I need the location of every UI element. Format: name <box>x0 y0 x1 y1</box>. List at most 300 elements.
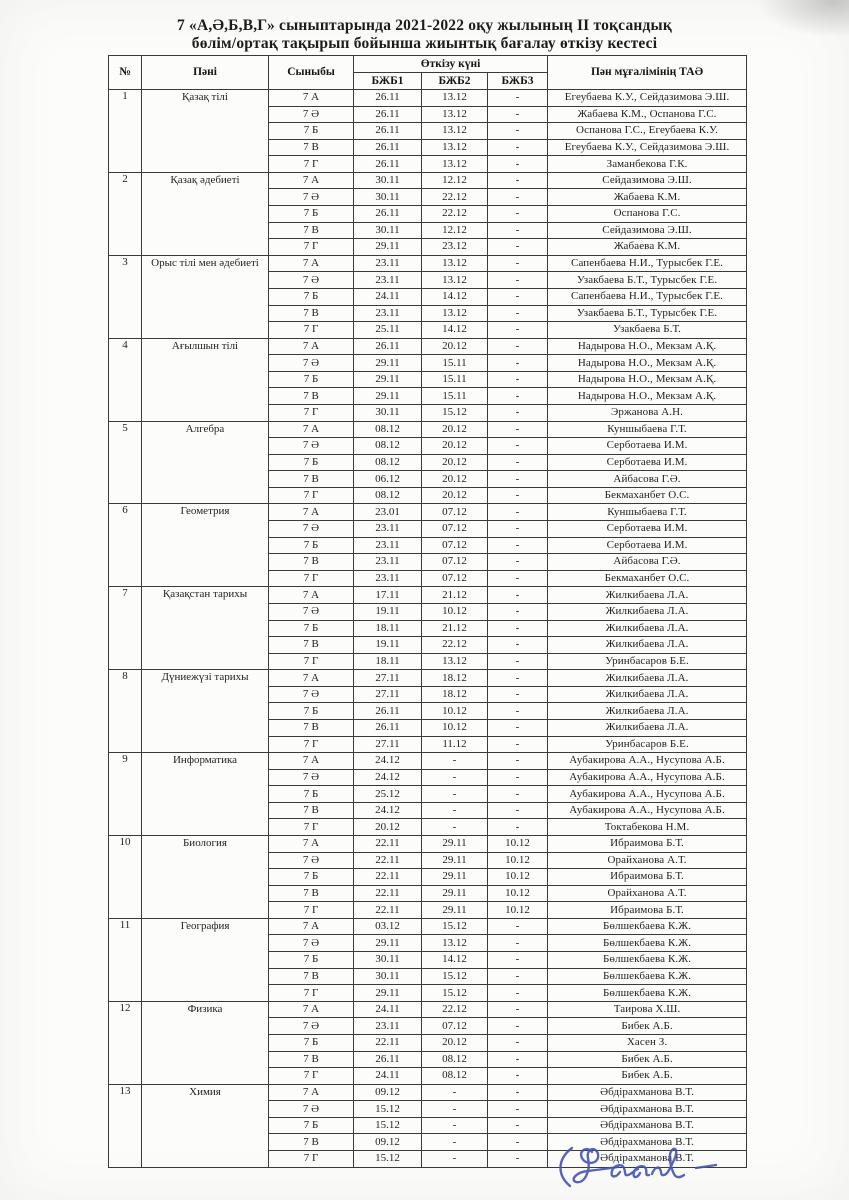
bzb2-date-cell: 20.12 <box>422 421 488 438</box>
row-number-cell: 9 <box>109 753 142 836</box>
bzb2-date-cell: 20.12 <box>422 487 488 504</box>
bzb2-date-cell: 13.12 <box>422 255 488 272</box>
bzb3-date-cell: - <box>488 355 548 372</box>
teacher-cell: Әбдірахманова В.Т. <box>548 1101 747 1118</box>
bzb2-date-cell: 29.11 <box>422 836 488 853</box>
bzb3-date-cell: - <box>488 504 548 521</box>
teacher-cell: Әбдірахманова В.Т. <box>548 1117 747 1134</box>
class-cell: 7 Г <box>269 322 354 339</box>
row-number-cell: 13 <box>109 1084 142 1167</box>
subject-cell: Қазақстан тарихы <box>142 587 269 670</box>
table-header <box>109 56 747 90</box>
class-cell: 7 А <box>269 1084 354 1101</box>
bzb2-date-cell: 15.11 <box>422 355 488 372</box>
bzb2-date-cell: - <box>422 1117 488 1134</box>
teacher-cell: Уринбасаров Б.Е. <box>548 653 747 670</box>
bzb1-date-cell: 19.11 <box>354 637 422 654</box>
col-header-date-group: Өткізу күні <box>354 56 548 73</box>
bzb2-date-cell: 18.12 <box>422 670 488 687</box>
bzb1-date-cell: 29.11 <box>354 388 422 405</box>
class-cell: 7 Ә <box>269 1018 354 1035</box>
bzb2-date-cell: 13.12 <box>422 156 488 173</box>
bzb1-date-cell: 06.12 <box>354 471 422 488</box>
bzb2-date-cell: 23.12 <box>422 239 488 256</box>
bzb3-date-cell: - <box>488 388 548 405</box>
teacher-cell: Жабаева К.М. <box>548 189 747 206</box>
bzb1-date-cell: 26.11 <box>354 156 422 173</box>
bzb1-date-cell: 15.12 <box>354 1117 422 1134</box>
bzb3-date-cell: - <box>488 139 548 156</box>
bzb1-date-cell: 08.12 <box>354 487 422 504</box>
bzb3-date-cell: - <box>488 90 548 107</box>
bzb2-date-cell: 14.12 <box>422 288 488 305</box>
bzb1-date-cell: 30.11 <box>354 968 422 985</box>
bzb2-date-cell: 10.12 <box>422 603 488 620</box>
bzb2-date-cell: 15.12 <box>422 404 488 421</box>
teacher-cell: Жилкибаева Л.А. <box>548 587 747 604</box>
teacher-cell: Хасен З. <box>548 1034 747 1051</box>
row-number-cell: 11 <box>109 918 142 1001</box>
bzb3-date-cell: - <box>488 570 548 587</box>
bzb1-date-cell: 29.11 <box>354 371 422 388</box>
bzb3-date-cell: - <box>488 371 548 388</box>
bzb1-date-cell: 29.11 <box>354 355 422 372</box>
class-cell: 7 Г <box>269 1068 354 1085</box>
bzb2-date-cell: 15.12 <box>422 918 488 935</box>
teacher-cell: Надырова Н.О., Мекзам А.Қ. <box>548 371 747 388</box>
bzb1-date-cell: 24.12 <box>354 802 422 819</box>
class-cell: 7 Г <box>269 156 354 173</box>
teacher-cell: Әбдірахманова В.Т. <box>548 1134 747 1151</box>
teacher-cell: Жилкибаева Л.А. <box>548 686 747 703</box>
bzb3-date-cell: 10.12 <box>488 902 548 919</box>
bzb1-date-cell: 15.12 <box>354 1151 422 1168</box>
bzb2-date-cell: 15.11 <box>422 388 488 405</box>
bzb2-date-cell: 22.12 <box>422 637 488 654</box>
teacher-cell: Жилкибаева Л.А. <box>548 620 747 637</box>
class-cell: 7 Ә <box>269 686 354 703</box>
bzb2-date-cell: 13.12 <box>422 935 488 952</box>
bzb3-date-cell: 10.12 <box>488 885 548 902</box>
bzb2-date-cell: 29.11 <box>422 869 488 886</box>
teacher-cell: Жилкибаева Л.А. <box>548 637 747 654</box>
class-cell: 7 Б <box>269 123 354 140</box>
bzb3-date-cell: - <box>488 487 548 504</box>
class-cell: 7 Ә <box>269 769 354 786</box>
bzb1-date-cell: 22.11 <box>354 836 422 853</box>
bzb1-date-cell: 26.11 <box>354 338 422 355</box>
bzb3-date-cell: - <box>488 819 548 836</box>
subject-cell: География <box>142 918 269 1001</box>
bzb2-date-cell: - <box>422 1084 488 1101</box>
class-cell: 7 А <box>269 1001 354 1018</box>
teacher-cell: Орайханова А.Т. <box>548 852 747 869</box>
teacher-cell: Сапенбаева Н.И., Турысбек Г.Е. <box>548 288 747 305</box>
bzb1-date-cell: 22.11 <box>354 1034 422 1051</box>
teacher-cell: Бөлшекбаева К.Ж. <box>548 935 747 952</box>
bzb3-date-cell: - <box>488 338 548 355</box>
bzb1-date-cell: 19.11 <box>354 603 422 620</box>
teacher-cell: Узакбаева Б.Т. <box>548 322 747 339</box>
bzb3-date-cell: - <box>488 703 548 720</box>
class-cell: 7 Б <box>269 620 354 637</box>
bzb3-date-cell: - <box>488 454 548 471</box>
table-row <box>109 255 747 272</box>
bzb2-date-cell: 14.12 <box>422 322 488 339</box>
col-header-subject: Пәні <box>142 56 269 90</box>
class-cell: 7 Ә <box>269 106 354 123</box>
bzb1-date-cell: 08.12 <box>354 454 422 471</box>
class-cell: 7 Б <box>269 206 354 223</box>
class-cell: 7 А <box>269 504 354 521</box>
teacher-cell: Куншыбаева Г.Т. <box>548 504 747 521</box>
bzb1-date-cell: 26.11 <box>354 106 422 123</box>
class-cell: 7 Г <box>269 239 354 256</box>
class-cell: 7 Г <box>269 570 354 587</box>
table-row <box>109 918 747 935</box>
row-number-cell: 8 <box>109 670 142 753</box>
teacher-cell: Жабаева К.М., Оспанова Г.С. <box>548 106 747 123</box>
subject-cell: Геометрия <box>142 504 269 587</box>
bzb2-date-cell: - <box>422 769 488 786</box>
class-cell: 7 Ә <box>269 189 354 206</box>
bzb3-date-cell: - <box>488 603 548 620</box>
bzb2-date-cell: 07.12 <box>422 570 488 587</box>
class-cell: 7 В <box>269 1051 354 1068</box>
document-title <box>0 17 849 53</box>
assessment-schedule-table <box>108 55 747 1168</box>
bzb2-date-cell: 13.12 <box>422 653 488 670</box>
class-cell: 7 Б <box>269 537 354 554</box>
teacher-cell: Орайханова А.Т. <box>548 885 747 902</box>
teacher-cell: Бибек А.Б. <box>548 1018 747 1035</box>
bzb2-date-cell: 07.12 <box>422 504 488 521</box>
bzb3-date-cell: - <box>488 1068 548 1085</box>
row-number-cell: 7 <box>109 587 142 670</box>
bzb3-date-cell: - <box>488 404 548 421</box>
bzb1-date-cell: 23.11 <box>354 537 422 554</box>
class-cell: 7 В <box>269 305 354 322</box>
bzb2-date-cell: 20.12 <box>422 1034 488 1051</box>
class-cell: 7 Ә <box>269 272 354 289</box>
class-cell: 7 В <box>269 1134 354 1151</box>
bzb2-date-cell: 07.12 <box>422 537 488 554</box>
table-row <box>109 670 747 687</box>
col-header-bzb2: БЖБ2 <box>422 73 488 90</box>
teacher-cell: Ибраимова Б.Т. <box>548 902 747 919</box>
class-cell: 7 Ә <box>269 438 354 455</box>
subject-cell: Орыс тілі мен әдебиеті <box>142 255 269 338</box>
teacher-cell: Әбдірахманова В.Т. <box>548 1084 747 1101</box>
bzb3-date-cell: - <box>488 288 548 305</box>
subject-cell: Алгебра <box>142 421 269 504</box>
table-row <box>109 1084 747 1101</box>
class-cell: 7 А <box>269 421 354 438</box>
teacher-cell: Эржанова А.Н. <box>548 404 747 421</box>
teacher-cell: Бекмаханбет О.С. <box>548 570 747 587</box>
col-header-class: Сыныбы <box>269 56 354 90</box>
teacher-cell: Бибек А.Б. <box>548 1051 747 1068</box>
col-header-number: № <box>109 56 142 90</box>
bzb1-date-cell: 29.11 <box>354 985 422 1002</box>
bzb3-date-cell: - <box>488 620 548 637</box>
bzb3-date-cell: - <box>488 686 548 703</box>
bzb1-date-cell: 23.11 <box>354 305 422 322</box>
bzb1-date-cell: 23.11 <box>354 554 422 571</box>
bzb1-date-cell: 24.11 <box>354 1068 422 1085</box>
bzb3-date-cell: - <box>488 769 548 786</box>
class-cell: 7 А <box>269 753 354 770</box>
bzb1-date-cell: 23.11 <box>354 1018 422 1035</box>
teacher-cell: Куншыбаева Г.Т. <box>548 421 747 438</box>
class-cell: 7 В <box>269 719 354 736</box>
class-cell: 7 Б <box>269 371 354 388</box>
bzb1-date-cell: 27.11 <box>354 670 422 687</box>
bzb1-date-cell: 29.11 <box>354 239 422 256</box>
bzb3-date-cell: - <box>488 222 548 239</box>
bzb3-date-cell: - <box>488 918 548 935</box>
teacher-cell: Серботаева И.М. <box>548 521 747 538</box>
teacher-cell: Егеубаева К.У., Сейдазимова Э.Ш. <box>548 139 747 156</box>
bzb1-date-cell: 22.11 <box>354 869 422 886</box>
bzb3-date-cell: - <box>488 786 548 803</box>
bzb3-date-cell: - <box>488 156 548 173</box>
bzb1-date-cell: 26.11 <box>354 123 422 140</box>
bzb2-date-cell: 08.12 <box>422 1068 488 1085</box>
bzb1-date-cell: 30.11 <box>354 952 422 969</box>
teacher-cell: Әбдірахманова В.Т. <box>548 1151 747 1168</box>
subject-cell: Қазақ әдебиеті <box>142 172 269 255</box>
bzb3-date-cell: 10.12 <box>488 852 548 869</box>
bzb2-date-cell: 15.12 <box>422 985 488 1002</box>
class-cell: 7 А <box>269 587 354 604</box>
row-number-cell: 12 <box>109 1001 142 1084</box>
bzb1-date-cell: 23.11 <box>354 521 422 538</box>
row-number-cell: 1 <box>109 90 142 173</box>
class-cell: 7 А <box>269 338 354 355</box>
class-cell: 7 Г <box>269 487 354 504</box>
bzb2-date-cell: 29.11 <box>422 902 488 919</box>
bzb2-date-cell: 13.12 <box>422 139 488 156</box>
teacher-cell: Аубакирова А.А., Нусупова А.Б. <box>548 786 747 803</box>
teacher-cell: Токтабекова Н.М. <box>548 819 747 836</box>
bzb2-date-cell: 20.12 <box>422 471 488 488</box>
class-cell: 7 Ә <box>269 935 354 952</box>
class-cell: 7 А <box>269 670 354 687</box>
bzb2-date-cell: 13.12 <box>422 272 488 289</box>
bzb3-date-cell: - <box>488 1117 548 1134</box>
bzb2-date-cell: 13.12 <box>422 106 488 123</box>
class-cell: 7 А <box>269 918 354 935</box>
teacher-cell: Аубакирова А.А., Нусупова А.Б. <box>548 753 747 770</box>
col-header-teacher: Пән мұғалімінің ТАӘ <box>548 56 747 90</box>
teacher-cell: Жабаева К.М. <box>548 239 747 256</box>
class-cell: 7 Ә <box>269 355 354 372</box>
bzb3-date-cell: - <box>488 172 548 189</box>
bzb2-date-cell: - <box>422 819 488 836</box>
class-cell: 7 В <box>269 554 354 571</box>
class-cell: 7 В <box>269 885 354 902</box>
subject-cell: Биология <box>142 836 269 919</box>
bzb3-date-cell: - <box>488 438 548 455</box>
class-cell: 7 В <box>269 388 354 405</box>
bzb3-date-cell: - <box>488 1084 548 1101</box>
bzb1-date-cell: 24.11 <box>354 288 422 305</box>
class-cell: 7 Ә <box>269 1101 354 1118</box>
teacher-cell: Бекмаханбет О.С. <box>548 487 747 504</box>
bzb1-date-cell: 27.11 <box>354 686 422 703</box>
bzb3-date-cell: - <box>488 802 548 819</box>
teacher-cell: Серботаева И.М. <box>548 454 747 471</box>
bzb2-date-cell: 29.11 <box>422 852 488 869</box>
class-cell: 7 В <box>269 802 354 819</box>
table-body <box>109 90 747 1168</box>
bzb2-date-cell: 12.12 <box>422 222 488 239</box>
bzb3-date-cell: - <box>488 1101 548 1118</box>
table-row <box>109 504 747 521</box>
class-cell: 7 Б <box>269 952 354 969</box>
class-cell: 7 Б <box>269 786 354 803</box>
teacher-cell: Жилкибаева Л.А. <box>548 603 747 620</box>
teacher-cell: Надырова Н.О., Мекзам А.Қ. <box>548 338 747 355</box>
class-cell: 7 А <box>269 255 354 272</box>
teacher-cell: Узакбаева Б.Т., Турысбек Г.Е. <box>548 272 747 289</box>
bzb1-date-cell: 22.11 <box>354 852 422 869</box>
class-cell: 7 А <box>269 172 354 189</box>
subject-cell: Информатика <box>142 753 269 836</box>
bzb3-date-cell: - <box>488 537 548 554</box>
teacher-cell: Жилкибаева Л.А. <box>548 719 747 736</box>
bzb1-date-cell: 29.11 <box>354 935 422 952</box>
bzb3-date-cell: 10.12 <box>488 836 548 853</box>
col-header-bzb3: БЖБ3 <box>488 73 548 90</box>
document-title-line2: бөлім/ортақ тақырып бойынша жиынтық бағалау өткізу кестесі <box>191 35 658 52</box>
table-row <box>109 338 747 355</box>
bzb1-date-cell: 24.11 <box>354 1001 422 1018</box>
bzb1-date-cell: 20.12 <box>354 819 422 836</box>
bzb1-date-cell: 23.11 <box>354 255 422 272</box>
teacher-cell: Сапенбаева Н.И., Турысбек Г.Е. <box>548 255 747 272</box>
bzb2-date-cell: 10.12 <box>422 703 488 720</box>
teacher-cell: Таирова Х.Ш. <box>548 1001 747 1018</box>
teacher-cell: Аубакирова А.А., Нусупова А.Б. <box>548 802 747 819</box>
class-cell: 7 Г <box>269 653 354 670</box>
bzb1-date-cell: 24.12 <box>354 769 422 786</box>
teacher-cell: Надырова Н.О., Мекзам А.Қ. <box>548 355 747 372</box>
bzb1-date-cell: 30.11 <box>354 189 422 206</box>
bzb1-date-cell: 25.12 <box>354 786 422 803</box>
bzb2-date-cell: 15.12 <box>422 968 488 985</box>
bzb3-date-cell: - <box>488 123 548 140</box>
teacher-cell: Заманбекова Г.К. <box>548 156 747 173</box>
table-row <box>109 836 747 853</box>
class-cell: 7 Ә <box>269 603 354 620</box>
table-row <box>109 753 747 770</box>
bzb3-date-cell: - <box>488 587 548 604</box>
bzb3-date-cell: - <box>488 952 548 969</box>
bzb2-date-cell: 08.12 <box>422 1051 488 1068</box>
bzb2-date-cell: - <box>422 786 488 803</box>
bzb2-date-cell: 20.12 <box>422 338 488 355</box>
bzb1-date-cell: 18.11 <box>354 653 422 670</box>
bzb1-date-cell: 26.11 <box>354 719 422 736</box>
class-cell: 7 Ә <box>269 852 354 869</box>
teacher-cell: Сейдазимова Э.Ш. <box>548 222 747 239</box>
class-cell: 7 Ә <box>269 521 354 538</box>
teacher-cell: Надырова Н.О., Мекзам А.Қ. <box>548 388 747 405</box>
class-cell: 7 В <box>269 471 354 488</box>
class-cell: 7 Г <box>269 819 354 836</box>
teacher-cell: Оспанова Г.С. <box>548 206 747 223</box>
bzb1-date-cell: 18.11 <box>354 620 422 637</box>
bzb3-date-cell: - <box>488 189 548 206</box>
bzb3-date-cell: - <box>488 322 548 339</box>
bzb2-date-cell: 10.12 <box>422 719 488 736</box>
bzb1-date-cell: 26.11 <box>354 703 422 720</box>
class-cell: 7 В <box>269 968 354 985</box>
bzb3-date-cell: - <box>488 1034 548 1051</box>
class-cell: 7 А <box>269 836 354 853</box>
class-cell: 7 Б <box>269 1034 354 1051</box>
table-row <box>109 90 747 107</box>
bzb2-date-cell: 13.12 <box>422 305 488 322</box>
bzb3-date-cell: - <box>488 106 548 123</box>
bzb1-date-cell: 24.12 <box>354 753 422 770</box>
teacher-cell: Бибек А.Б. <box>548 1068 747 1085</box>
class-cell: 7 Г <box>269 404 354 421</box>
table-row <box>109 421 747 438</box>
bzb1-date-cell: 27.11 <box>354 736 422 753</box>
bzb1-date-cell: 09.12 <box>354 1134 422 1151</box>
subject-cell: Химия <box>142 1084 269 1167</box>
bzb2-date-cell: 22.12 <box>422 206 488 223</box>
bzb1-date-cell: 26.11 <box>354 139 422 156</box>
teacher-cell: Оспанова Г.С., Егеубаева К.У. <box>548 123 747 140</box>
bzb2-date-cell: - <box>422 1101 488 1118</box>
bzb2-date-cell: 13.12 <box>422 123 488 140</box>
bzb2-date-cell: 11.12 <box>422 736 488 753</box>
bzb2-date-cell: 18.12 <box>422 686 488 703</box>
teacher-cell: Ибраимова Б.Т. <box>548 869 747 886</box>
bzb3-date-cell: - <box>488 1051 548 1068</box>
bzb3-date-cell: - <box>488 637 548 654</box>
bzb2-date-cell: 07.12 <box>422 1018 488 1035</box>
teacher-cell: Ибраимова Б.Т. <box>548 836 747 853</box>
bzb2-date-cell: 07.12 <box>422 521 488 538</box>
bzb3-date-cell: - <box>488 1001 548 1018</box>
teacher-cell: Узакбаева Б.Т., Турысбек Г.Е. <box>548 305 747 322</box>
bzb3-date-cell: - <box>488 719 548 736</box>
row-number-cell: 5 <box>109 421 142 504</box>
class-cell: 7 Г <box>269 985 354 1002</box>
class-cell: 7 Б <box>269 703 354 720</box>
bzb2-date-cell: 15.11 <box>422 371 488 388</box>
bzb3-date-cell: - <box>488 421 548 438</box>
teacher-cell: Бөлшекбаева К.Ж. <box>548 918 747 935</box>
teacher-cell: Айбасова Г.Ә. <box>548 554 747 571</box>
bzb2-date-cell: 22.12 <box>422 189 488 206</box>
bzb3-date-cell: - <box>488 753 548 770</box>
class-cell: 7 Б <box>269 288 354 305</box>
teacher-cell: Жилкибаева Л.А. <box>548 703 747 720</box>
row-number-cell: 2 <box>109 172 142 255</box>
bzb1-date-cell: 23.01 <box>354 504 422 521</box>
bzb1-date-cell: 17.11 <box>354 587 422 604</box>
bzb3-date-cell: - <box>488 670 548 687</box>
document-title-line1: 7 «А,Ә,Б,В,Г» сыныптарында 2021-2022 оқу жылының ІІ тоқсандық <box>177 17 672 34</box>
bzb2-date-cell: 21.12 <box>422 587 488 604</box>
bzb2-date-cell: 22.12 <box>422 1001 488 1018</box>
